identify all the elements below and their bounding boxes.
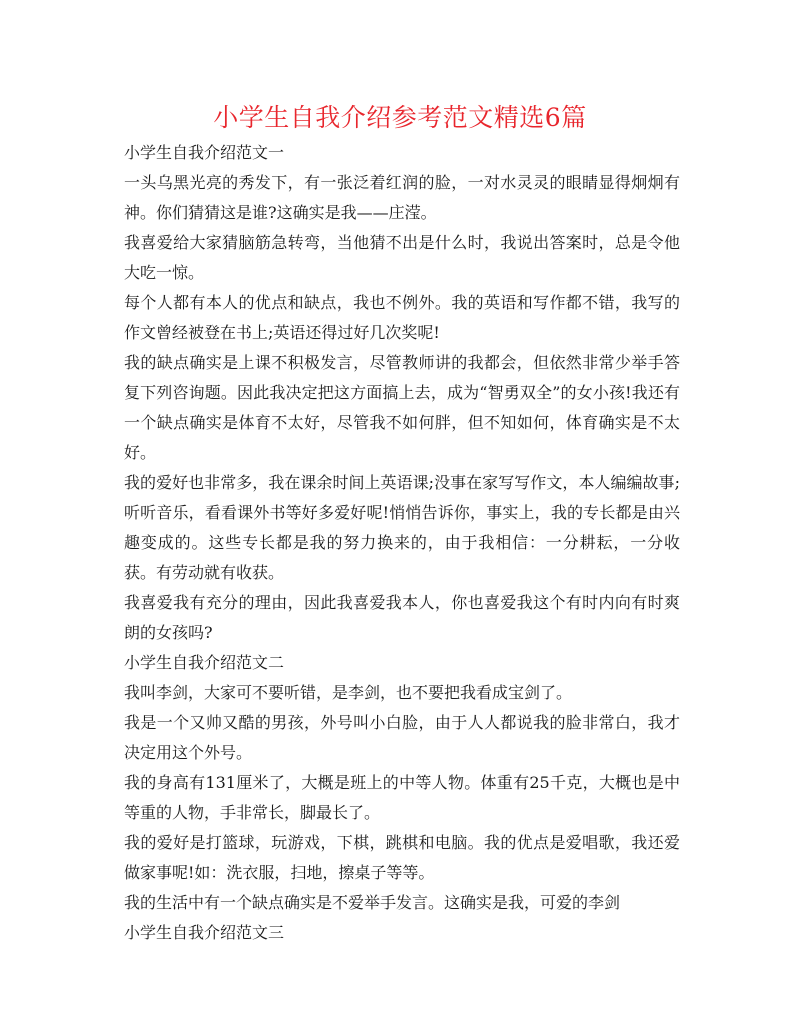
section-heading: 小学生自我介绍范文三 [124,923,285,942]
paragraph: 我喜爱给大家猜脑筋急转弯，当他猜不出是什么时，我说出答案时，总是令他大吃一惊。 [124,233,680,282]
section-heading: 小学生自我介绍范文二 [124,653,285,672]
paragraph: 我的缺点确实是上课不积极发言，尽管教师讲的我都会，但依然非常少举手答复下列咨询题。因此我决定把这方面搞上去，成为“智勇双全”的女小孩!我还有一个缺点确实是体育不太好，尽管我不如何胖，但不知如何，体育确实是不太好。 [124,353,680,462]
document-body [124,138,680,948]
paragraph: 我是一个又帅又酷的男孩，外号叫小白脸，由于人人都说我的脸非常白，我才决定用这个外号。 [124,713,680,762]
paragraph: 每个人都有本人的优点和缺点，我也不例外。我的英语和写作都不错，我写的作文曾经被登在书上;英语还得过好几次奖呢! [124,293,680,342]
paragraph: 我的生活中有一个缺点确实是不爱举手发言。这确实是我，可爱的李剑 [124,893,621,912]
document-title: 小学生自我介绍参考范文精选6篇 [213,103,587,132]
section-heading: 小学生自我介绍范文一 [124,143,285,162]
paragraph: 我喜爱我有充分的理由，因此我喜爱我本人，你也喜爱我这个有时内向有时爽朗的女孩吗? [124,593,680,642]
paragraph: 我的身高有131厘米了，大概是班上的中等人物。体重有25千克，大概也是中等重的人物，手非常长，脚最长了。 [124,773,680,822]
paragraph: 我的爱好也非常多，我在课余时间上英语课;没事在家写写作文，本人编编故事;听听音乐，看看课外书等好多爱好呢!悄悄告诉你，事实上，我的专长都是由兴趣变成的。这些专长都是我的努力换来的，由于我相信：一分耕耘，一分收获。有劳动就有收获。 [124,473,680,582]
paragraph: 我叫李剑，大家可不要听错，是李剑，也不要把我看成宝剑了。 [124,683,573,702]
paragraph: 一头乌黑光亮的秀发下，有一张泛着红润的脸，一对水灵灵的眼睛显得炯炯有神。你们猜猜这是谁?这确实是我——庄滢。 [124,173,680,222]
paragraph: 我的爱好是打篮球，玩游戏，下棋，跳棋和电脑。我的优点是爱唱歌，我还爱做家事呢!如：洗衣服，扫地，擦桌子等等。 [124,833,680,882]
